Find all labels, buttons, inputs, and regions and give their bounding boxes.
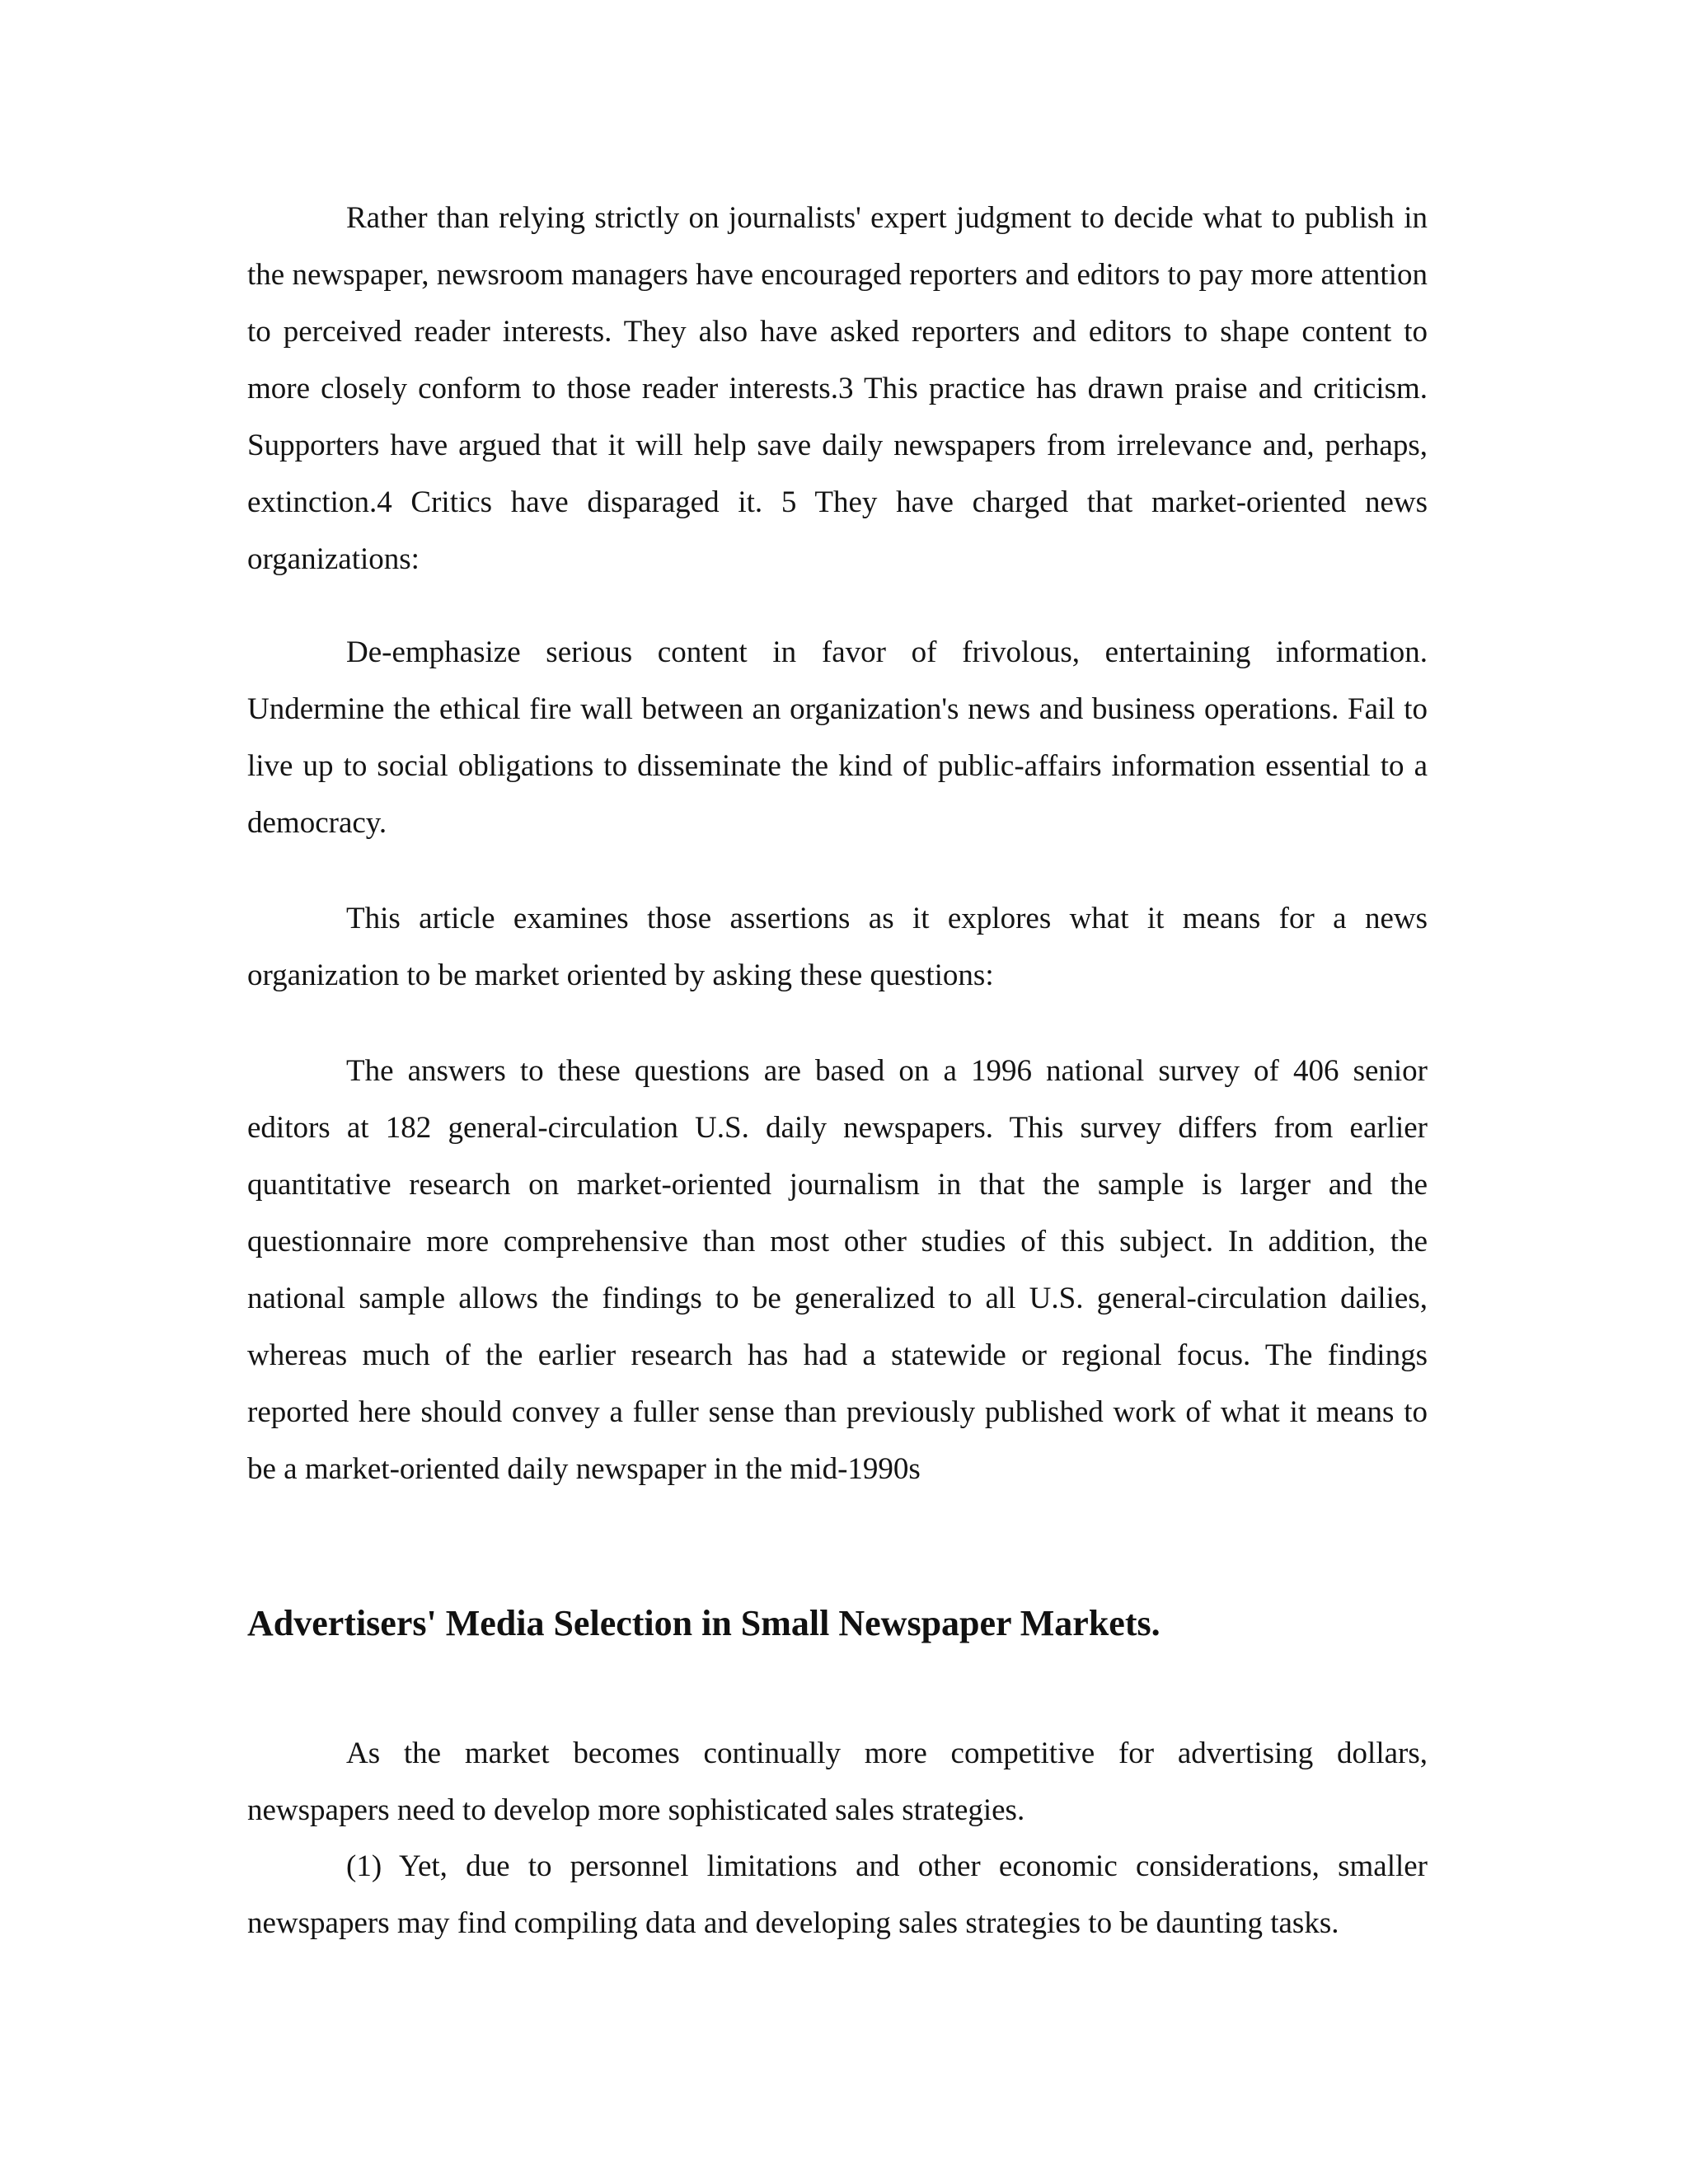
section-heading: Advertisers' Media Selection in Small Newspaper Markets. <box>247 1603 1160 1643</box>
section-paragraph: (1) Yet, due to personnel limitations and other economic considerations, smaller newspapers may find compiling data and developing sales strategies to be daunting tasks. <box>247 1849 1428 1940</box>
body-paragraph: This article examines those assertions as it explores what it means for a news organization to be market oriented by asking these questions: <box>247 902 1428 992</box>
body-paragraph: The answers to these questions are based on a 1996 national survey of 406 senior editors at 182 general-circulation U.S. daily newspapers. This survey differs from earlier quantitative research on market-oriented journalism in that the sample is larger and the questionnaire more comprehensive than most other studies of this subject. In addition, the national sample allows the findings to be generalized to all U.S. general-circulation dailies, whereas much of the earlier research has had a statewide or regional focus. The findings reported here should convey a fuller sense than previously published work of what it means to be a market-oriented daily newspaper in the mid-1990s <box>247 1054 1428 1486</box>
body-paragraph: De-emphasize serious content in favor of frivolous, entertaining information. Undermine the ethical fire wall between an organization's news and business operations. Fail to live up to social obligations to disseminate the kind of public-affairs information essential to a democracy. <box>247 635 1428 840</box>
section-paragraph: As the market becomes continually more competitive for advertising dollars, newspapers need to develop more sophisticated sales strategies. <box>247 1736 1428 1827</box>
body-paragraph: Rather than relying strictly on journalists' expert judgment to decide what to publish in the newspaper, newsroom managers have encouraged reporters and editors to pay more attention to perceived reader interests. They also have asked reporters and editors to shape content to more closely conform to those reader interests.3 This practice has drawn praise and criticism. Supporters have argued that it will help save daily newspapers from irrelevance and, perhaps, extinction.4 Critics have disparaged it. 5 They have charged that market-oriented news organizations: <box>247 201 1428 576</box>
